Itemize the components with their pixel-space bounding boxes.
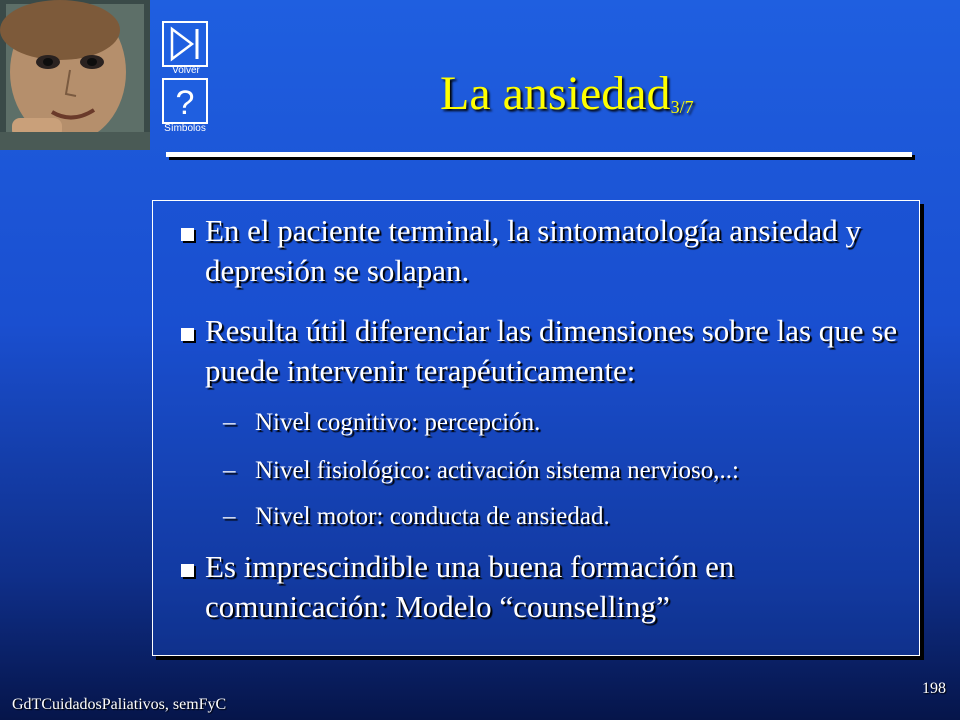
slide-title bbox=[440, 66, 694, 121]
symbols-label: Símbolos bbox=[164, 123, 206, 134]
sub-item-text: Nivel fisiológico: activación sistema nervioso,..: bbox=[255, 457, 739, 484]
bullet-item bbox=[181, 211, 901, 291]
title-divider bbox=[166, 152, 912, 157]
dash-marker: – bbox=[223, 503, 236, 530]
portrait-image bbox=[0, 0, 150, 150]
square-bullet-icon bbox=[181, 228, 194, 241]
sub-item-text: Nivel cognitivo: percepción. bbox=[255, 409, 541, 436]
bullet-text: En el paciente terminal, la sintomatología ansiedad y depresión se solapan. bbox=[205, 213, 861, 288]
symbols-button[interactable] bbox=[162, 78, 208, 124]
footer-credit: GdTCuidadosPaliativos, semFyC bbox=[12, 696, 227, 713]
square-bullet-icon bbox=[181, 328, 194, 341]
square-bullet-icon bbox=[181, 564, 194, 577]
sub-item bbox=[223, 455, 863, 487]
slide-title-text: La ansiedad bbox=[440, 67, 671, 120]
dash-marker: – bbox=[223, 457, 236, 484]
question-mark-icon bbox=[164, 80, 206, 122]
skip-next-icon bbox=[164, 23, 206, 65]
bullet-text: Es imprescindible una buena formación en comunicación: Modelo “counselling” bbox=[205, 549, 735, 624]
bullet-item bbox=[181, 547, 901, 627]
back-button[interactable] bbox=[162, 21, 208, 67]
symbols-glyph: ? bbox=[175, 84, 195, 122]
back-label: Volver bbox=[172, 65, 200, 76]
page-number: 198 bbox=[922, 680, 946, 697]
sub-item-text: Nivel motor: conducta de ansiedad. bbox=[255, 503, 610, 530]
slide-title-suffix: 3/7 bbox=[670, 97, 694, 117]
content-box bbox=[152, 200, 920, 656]
portrait-painting bbox=[0, 0, 150, 150]
dash-marker: – bbox=[223, 409, 236, 436]
sub-item bbox=[223, 407, 863, 439]
bullet-text: Resulta útil diferenciar las dimensiones sobre las que se puede intervenir terapéuticamente: bbox=[205, 313, 898, 388]
bullet-item bbox=[181, 311, 901, 391]
sub-item bbox=[223, 501, 863, 533]
